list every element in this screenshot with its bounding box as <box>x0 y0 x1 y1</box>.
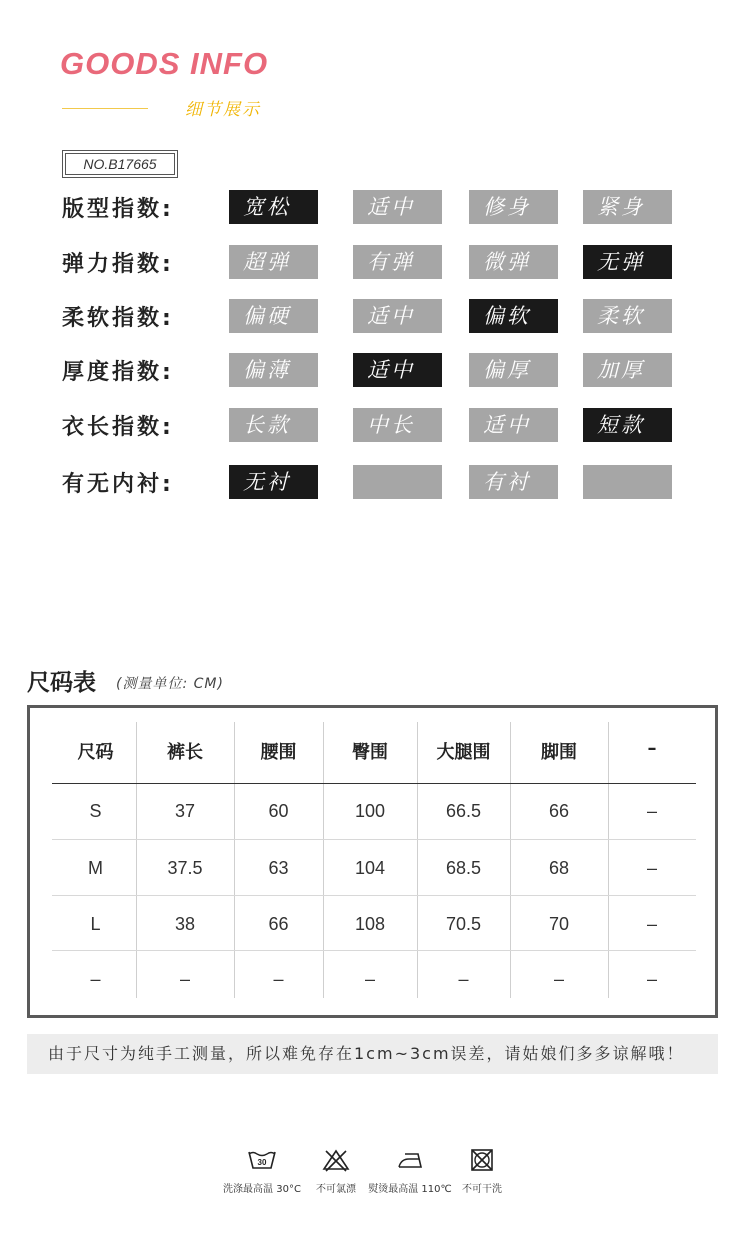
table-header-cell: 裤长 <box>167 742 203 763</box>
table-cell: – <box>458 969 469 989</box>
index-option-selected: 宽松 <box>229 190 318 224</box>
index-option: 适中 <box>353 190 442 224</box>
table-cell: 70.5 <box>445 914 482 934</box>
table-cell: 60 <box>268 801 289 821</box>
table-header-cell: – <box>647 738 657 759</box>
table-cell: 37.5 <box>167 858 203 878</box>
index-row <box>0 465 750 501</box>
index-option: 适中 <box>469 408 558 442</box>
table-cell: 70 <box>548 914 570 934</box>
table-row-divider <box>52 950 696 951</box>
index-option: 微弹 <box>469 245 558 279</box>
index-option: 偏硬 <box>229 299 318 333</box>
table-header-cell: 腰围 <box>260 742 297 763</box>
measurement-notice: 由于尺寸为纯手工测量，所以难免存在1cm~3cm误差，请姑娘们多多谅解哦！ <box>27 1034 718 1074</box>
index-option: 长款 <box>229 408 318 442</box>
details-subtitle: 细节展示 <box>185 100 261 120</box>
index-option: 柔软 <box>583 299 672 333</box>
care-bleach <box>312 1148 360 1195</box>
index-option-selected: 短款 <box>583 408 672 442</box>
table-cell: 100 <box>354 801 386 821</box>
index-label: 版型指数: <box>62 197 174 222</box>
index-row <box>0 353 750 389</box>
wash-30-icon <box>247 1148 277 1172</box>
index-option: 超弹 <box>229 245 318 279</box>
table-header-cell: 臀围 <box>352 742 388 763</box>
no-bleach-icon <box>322 1148 350 1172</box>
index-option: 偏厚 <box>469 353 558 387</box>
table-cell: 66 <box>268 914 289 934</box>
index-option: 有衬 <box>469 465 558 499</box>
table-cell: – <box>646 801 657 821</box>
index-option: 有弹 <box>353 245 442 279</box>
table-cell: – <box>646 969 657 989</box>
index-option-selected: 无弹 <box>583 245 672 279</box>
table-header-cell: 大腿围 <box>436 742 491 763</box>
table-cell: 63 <box>268 858 289 878</box>
table-row-divider <box>52 895 696 896</box>
index-option-selected: 无衬 <box>229 465 318 499</box>
size-chart-title: 尺码表 <box>27 670 96 696</box>
sku-number: NO.B17665 <box>65 153 175 175</box>
care-dryclean <box>458 1148 506 1195</box>
index-option <box>583 465 672 499</box>
index-label: 弹力指数: <box>62 252 174 277</box>
table-cell: L <box>90 914 101 934</box>
care-wash-label: 洗涤最高温 30°C <box>223 1184 301 1195</box>
table-cell: M <box>88 858 103 878</box>
index-option-selected: 适中 <box>353 353 442 387</box>
size-chart-table <box>27 705 718 1018</box>
table-cell: 68.5 <box>445 858 482 878</box>
index-label: 有无内衬: <box>62 472 174 497</box>
table-cell: 108 <box>354 914 386 934</box>
index-row <box>0 299 750 335</box>
care-wash <box>223 1148 301 1195</box>
sku-badge <box>62 150 178 178</box>
index-option-selected: 偏软 <box>469 299 558 333</box>
index-option: 偏薄 <box>229 353 318 387</box>
index-label: 厚度指数: <box>62 360 174 385</box>
index-option <box>353 465 442 499</box>
table-row-divider <box>52 783 696 784</box>
index-row <box>0 408 750 444</box>
no-dry-clean-icon <box>469 1148 495 1172</box>
svg-text:30: 30 <box>257 1158 267 1167</box>
title-divider <box>62 108 148 109</box>
table-cell: – <box>90 969 101 989</box>
index-option: 紧身 <box>583 190 672 224</box>
table-header-cell: 脚围 <box>541 742 577 763</box>
index-option: 修身 <box>469 190 558 224</box>
iron-110-icon <box>395 1148 425 1172</box>
index-option: 中长 <box>353 408 442 442</box>
table-cell: – <box>553 969 564 989</box>
table-cell: – <box>273 969 284 989</box>
table-cell: 38 <box>174 914 196 934</box>
table-cell: 104 <box>354 858 386 878</box>
index-label: 衣长指数: <box>62 415 174 440</box>
index-row <box>0 190 750 226</box>
table-row-divider <box>52 839 696 840</box>
table-cell: 66 <box>548 801 570 821</box>
table-header-cell: 尺码 <box>77 742 114 763</box>
size-chart-unit: (测量单位: CM) <box>116 676 224 692</box>
index-label: 柔软指数: <box>62 306 174 331</box>
care-iron <box>367 1148 453 1195</box>
index-option: 适中 <box>353 299 442 333</box>
index-option: 加厚 <box>583 353 672 387</box>
table-cell: – <box>646 914 657 934</box>
table-cell: – <box>364 969 375 989</box>
table-cell: 66.5 <box>445 801 482 821</box>
goods-info-title: GOODS INFO <box>60 46 269 81</box>
index-row <box>0 245 750 281</box>
table-cell: S <box>89 801 102 821</box>
care-dryclean-label: 不可干洗 <box>462 1184 502 1195</box>
care-bleach-label: 不可氯漂 <box>316 1184 356 1195</box>
care-iron-label: 熨烫最高温 110℃ <box>368 1184 452 1195</box>
table-cell: – <box>646 858 657 878</box>
table-cell: 37 <box>174 801 196 821</box>
table-cell: 68 <box>548 858 570 878</box>
table-cell: – <box>179 969 190 989</box>
